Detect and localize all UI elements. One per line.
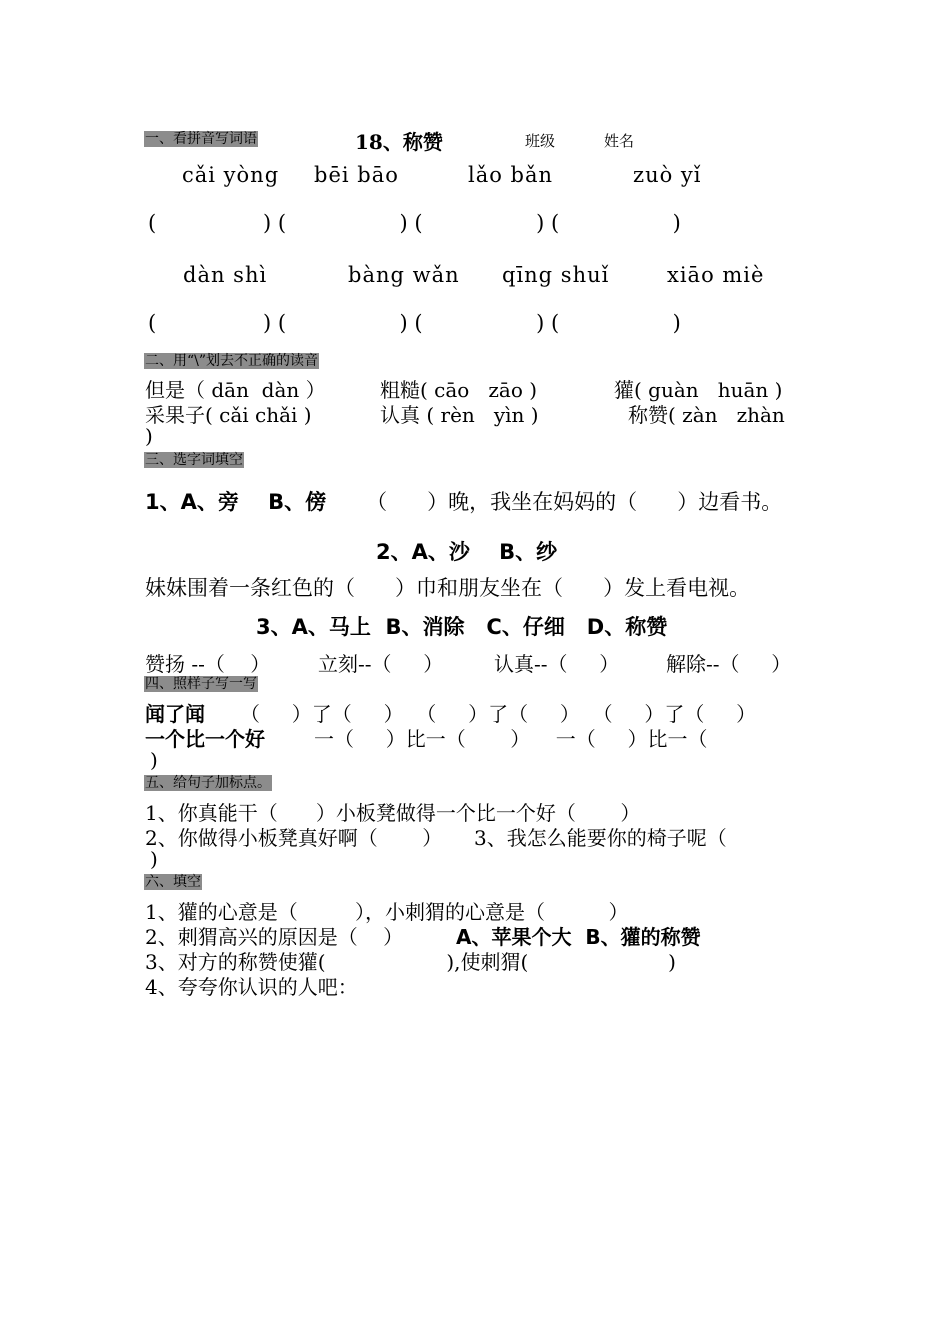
section-1-header: 一、看拼音写词语 — [145, 131, 257, 147]
q3-item-2[interactable]: 立刻--（ ） — [318, 652, 444, 676]
pinyin-6: bàng wǎn — [348, 263, 460, 287]
fill-blank-2-options: A、苹果个大 B、獾的称赞 — [456, 925, 701, 949]
q1-options: 1、A、旁 B、傍 — [145, 490, 327, 514]
example-2-close: ) — [150, 748, 158, 772]
section-2-header: 二、用“\”划去不正确的读音 — [145, 353, 319, 369]
q2-text[interactable]: 妹妹围着一条红色的（ ）巾和朋友坐在（ ）发上看电视。 — [145, 576, 751, 600]
reading-item-2: 粗糙( cāo zāo ) — [380, 378, 538, 402]
q3-item-1[interactable]: 赞扬 --（ ） — [145, 652, 271, 676]
fill-blank-1[interactable]: 1、獾的心意是（ ），小刺猬的心意是（ ） — [145, 900, 629, 924]
pinyin-4: zuò yǐ — [633, 163, 702, 187]
q3-item-3[interactable]: 认真--（ ） — [494, 652, 620, 676]
fill-q1 — [145, 486, 782, 516]
pinyin-5: dàn shì — [183, 263, 268, 287]
reading-item-6-close: ) — [145, 424, 153, 448]
pinyin-7: qīng shuǐ — [502, 263, 610, 287]
page-title: 18、称赞 — [355, 130, 443, 154]
pinyin-3: lǎo bǎn — [468, 163, 554, 187]
punctuation-2-close: ) — [150, 847, 158, 871]
reading-item-3: 獾( guàn huān ) — [614, 378, 783, 402]
reading-item-6: 称赞( zàn zhàn — [628, 403, 785, 427]
reading-item-4: 采果子( cǎi chǎi ) — [145, 403, 312, 427]
answer-blanks-row-2[interactable]: ( ) ( ) ( ) ( ) — [148, 311, 681, 335]
pinyin-1: cǎi yòng — [182, 163, 280, 187]
pinyin-2: bēi bāo — [314, 163, 399, 187]
example-1-blanks[interactable]: （ ）了（ ） （ ）了（ ） （ ）了（ ） — [240, 702, 757, 726]
section-6-header: 六、填空 — [145, 874, 201, 890]
section-4-header: 四、照样子写一写 — [145, 676, 257, 692]
section-3-header: 三、选字词填空 — [145, 452, 243, 468]
example-2-blanks[interactable]: 一（ ）比一（ ） 一（ ）比一（ — [314, 727, 708, 751]
example-2: 一个比一个好 — [145, 727, 265, 751]
punctuation-1[interactable]: 1、你真能干（ ）小板凳做得一个比一个好（ ） — [145, 801, 641, 825]
reading-item-5: 认真 ( rèn yìn ) — [380, 403, 539, 427]
reading-item-1: 但是（ dān dàn ） — [145, 378, 326, 402]
punctuation-2[interactable]: 2、你做得小板凳真好啊（ ） 3、我怎么能要你的椅子呢（ — [145, 826, 727, 850]
name-label: 姓名 — [604, 132, 635, 150]
answer-blanks-row-1[interactable]: ( ) ( ) ( ) ( ) — [148, 211, 681, 235]
pinyin-8: xiāo miè — [667, 263, 765, 287]
fill-blank-2[interactable]: 2、刺猬高兴的原因是（ ） — [145, 925, 404, 949]
q3-options: 3、A、马上 B、消除 C、仔细 D、称赞 — [256, 615, 668, 639]
example-1: 闻了闻 — [145, 702, 205, 726]
q3-item-4[interactable]: 解除--（ ） — [666, 652, 792, 676]
class-label: 班级 — [525, 132, 556, 150]
fill-blank-4[interactable]: 4、夸夸你认识的人吧： — [145, 975, 358, 999]
q2-options: 2、A、沙 B、纱 — [376, 540, 558, 564]
fill-blank-3[interactable]: 3、对方的称赞使獾( ),使刺猬( ) — [145, 950, 676, 974]
q1-text[interactable]: （ ）晚，我坐在妈妈的（ ）边看书。 — [366, 490, 783, 514]
section-5-header: 五、给句子加标点。 — [145, 775, 271, 791]
